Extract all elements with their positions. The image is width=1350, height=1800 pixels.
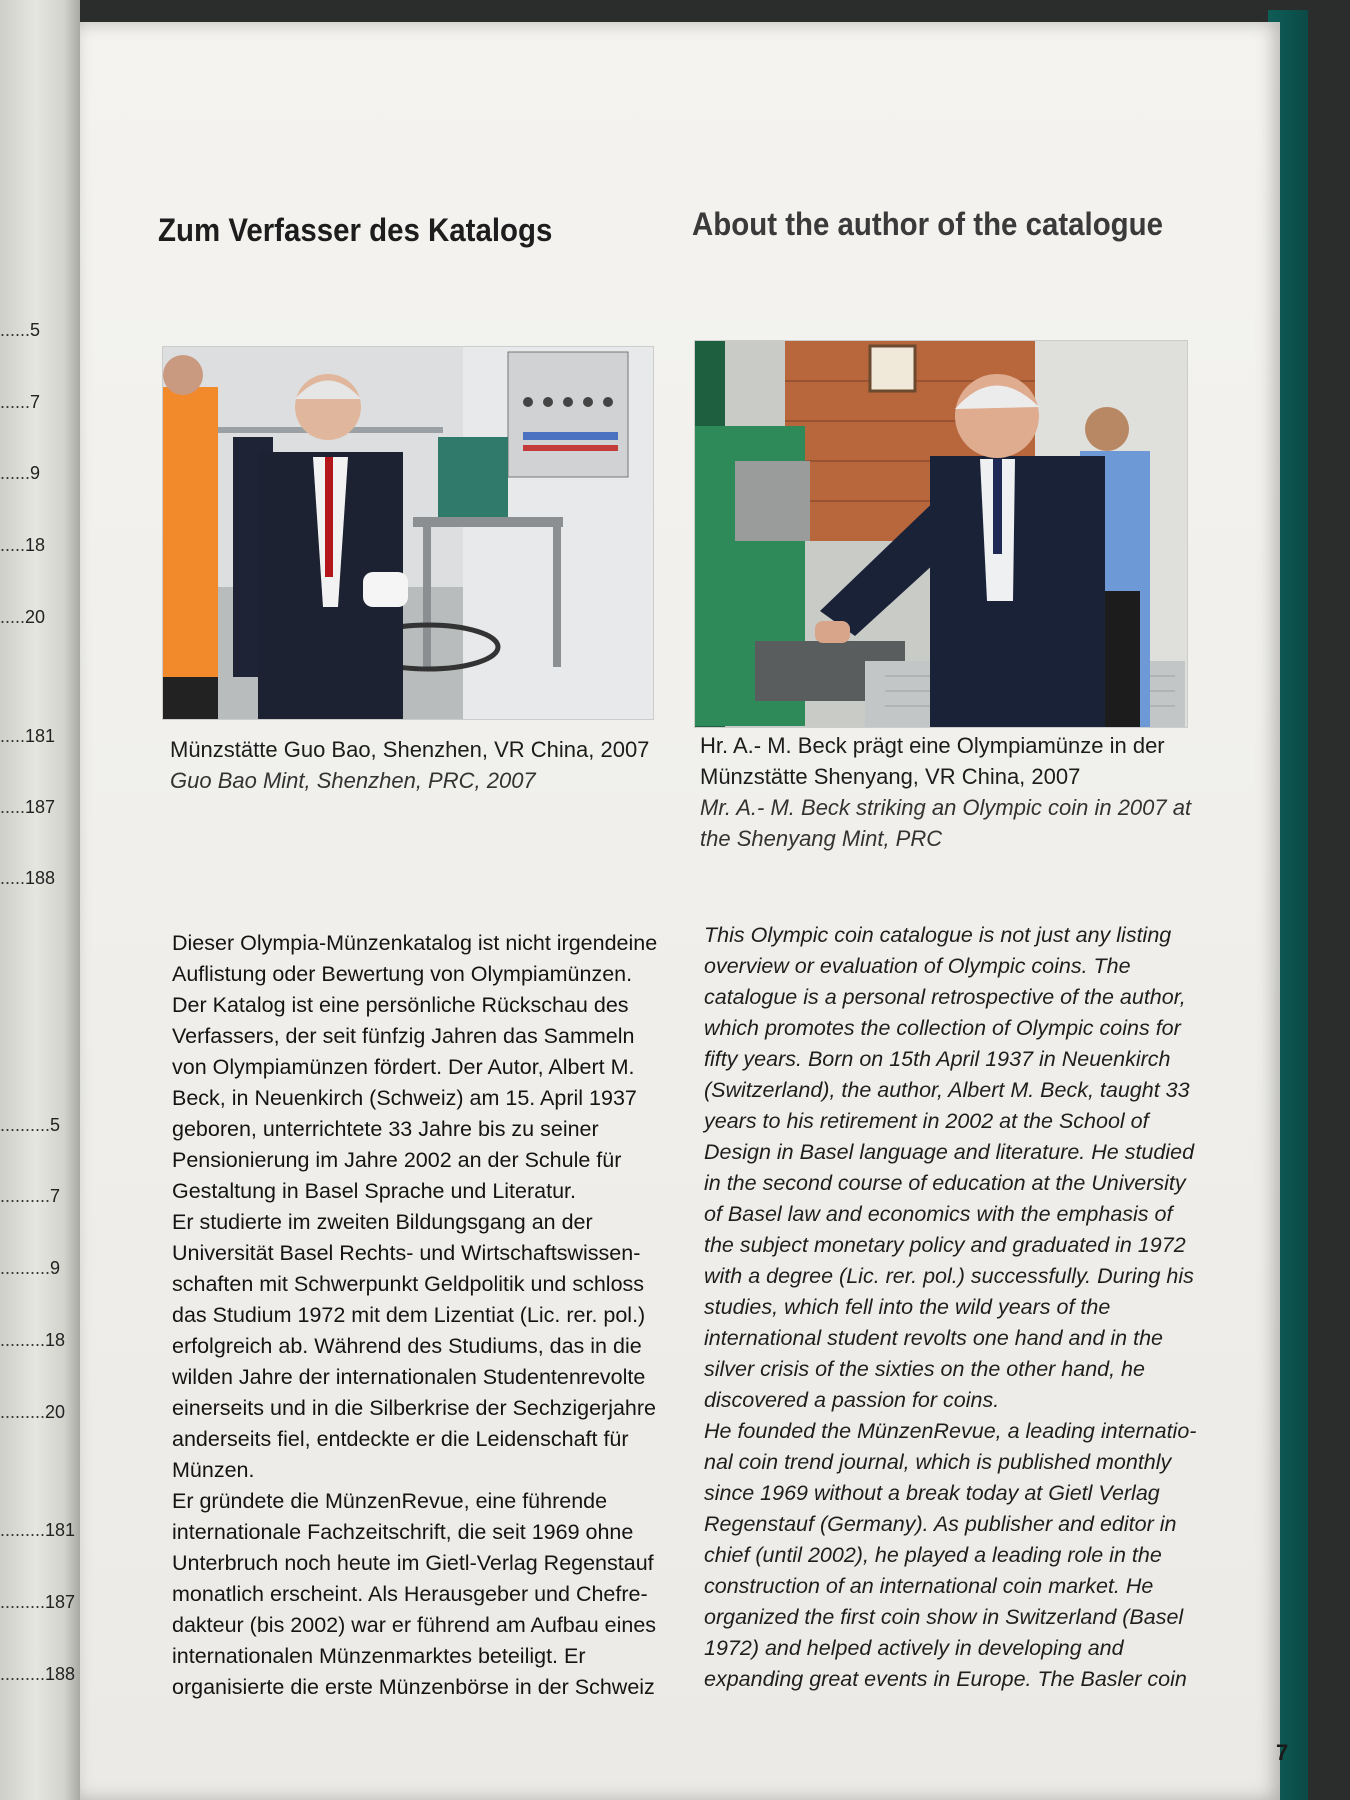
text-line: since 1969 without a break today at Gietl Verlag [704,1481,1160,1505]
text-line: Der Katalog ist eine persönliche Rückschau des [172,993,629,1017]
toc-entry: .........181 [0,1520,76,1540]
text-line: studies, which fell into the wild years of the [704,1295,1111,1319]
text-line: Design in Basel language and literature. He studied [704,1140,1195,1164]
text-line: with a degree (Lic. rer. pol.) successfully. During his [704,1264,1194,1288]
text-line: anderseits fiel, entdeckte er die Leidenschaft für [172,1427,629,1451]
text-line: fifty years. Born on 15th April 1937 in Neuenkirch [704,1047,1171,1071]
text-line: Verfassers, der seit fünfzig Jahren das Sammeln [172,1024,635,1048]
text-line: Unterbruch noch heute im Gietl-Verlag Regenstauf [172,1551,654,1575]
text-line: the subject monetary policy and graduated in 1972 [704,1233,1186,1257]
text-line: Universität Basel Rechts- und Wirtschaftswissen- [172,1241,641,1265]
text-line: schaften mit Schwerpunkt Geldpolitik und schloss [172,1272,645,1296]
page-number: 7 [1276,1740,1289,1765]
catalogue-page [80,22,1289,1800]
caption-english: Guo Bao Mint, Shenzhen, PRC, 2007 [170,768,536,793]
toc-entry: .........188 [0,1664,76,1684]
text-line: Auflistung oder Bewertung von Olympiamünzen. [172,962,633,986]
text-line: international student revolts one hand and in the [704,1326,1163,1350]
toc-entry: ......9 [0,463,41,483]
text-line: discovered a passion for coins. [704,1388,1000,1412]
text-line: years to his retirement in 2002 at the School of [704,1109,1149,1133]
text-line: organized the first coin show in Switzerland (Basel [704,1605,1184,1629]
text-line: Er gründete die MünzenRevue, eine führende [172,1489,608,1513]
text-line: in the second course of education at the University [704,1171,1186,1195]
heading-english: About the author of the catalogue [692,206,1164,242]
text-line: Pensionierung im Jahre 2002 an der Schule für [172,1148,622,1172]
text-line: internationalen Münzenmarktes beteiligt. Er [172,1644,586,1668]
text-line: This Olympic coin catalogue is not just any listing [704,923,1172,947]
text-line: Beck, in Neuenkirch (Schweiz) am 15. April 1937 [172,1086,637,1110]
text-line: monatlich erscheint. Als Herausgeber und Chefre- [172,1582,648,1606]
toc-entry: .....20 [0,607,46,627]
toc-entry: ......7 [0,392,41,412]
caption-english-line: the Shenyang Mint, PRC [700,826,943,851]
text-line: das Studium 1972 mit dem Lizentiat (Lic. rer. pol.) [172,1303,646,1327]
toc-entry: .........187 [0,1592,76,1612]
toc-entry: .....18 [0,535,46,555]
text-line: internationale Fachzeitschrift, die seit 1969 ohne [172,1520,634,1544]
left-page-edge [0,0,80,1800]
text-line: nal coin trend journal, which is published monthly [704,1450,1172,1474]
toc-entry: .........18 [0,1330,66,1350]
toc-entry: ..........5 [0,1115,61,1135]
heading-german: Zum Verfasser des Katalogs [158,212,553,248]
body-text-german [172,928,657,1703]
text-line: einerseits und in die Silberkrise der Sechzigerjahre [172,1396,657,1420]
body-text-english [704,920,1196,1695]
text-line: He founded the MünzenRevue, a leading internatio- [704,1419,1197,1443]
toc-entry: .........20 [0,1402,66,1422]
text-line: which promotes the collection of Olympic coins for [704,1016,1181,1040]
text-line: wilden Jahre der internationalen Studentenrevolte [172,1365,646,1389]
text-line: (Switzerland), the author, Albert M. Beck, taught 33 [704,1078,1190,1102]
text-line: 1972) and helped actively in developing and [704,1636,1124,1660]
text-line: dakteur (bis 2002) war er führend am Aufbau eines [172,1613,657,1637]
text-line: geboren, unterrichtete 33 Jahre bis zu seiner [172,1117,599,1141]
text-line: chief (until 2002), he played a leading role in the [704,1543,1162,1567]
text-line: Münzen. [172,1458,255,1482]
toc-entry: .....188 [0,868,56,888]
text-line: Regenstauf (Germany). As publisher and editor in [704,1512,1177,1536]
text-line: expanding great events in Europe. The Basler coin [704,1667,1187,1691]
text-line: organisierte die erste Münzenbörse in der Schweiz [172,1675,655,1699]
caption-german-line: Münzstätte Shenyang, VR China, 2007 [700,764,1081,789]
caption-german: Münzstätte Guo Bao, Shenzhen, VR China, 2007 [170,737,650,762]
text-line: of Basel law and economics with the emphasis of [704,1202,1173,1226]
photo-illustration [163,347,653,719]
caption-english-line: Mr. A.- M. Beck striking an Olympic coin in 2007 at [700,795,1192,820]
photo-guo-bao-mint [162,346,654,720]
text-line: von Olympiamünzen fördert. Der Autor, Albert M. [172,1055,635,1079]
caption-german-line: Hr. A.- M. Beck prägt eine Olympiamünze in der [700,733,1165,758]
toc-entry: .....181 [0,726,56,746]
photo-shenyang-mint [694,340,1188,728]
text-line: erfolgreich ab. Während des Studiums, das in die [172,1334,642,1358]
text-line: Gestaltung in Basel Sprache und Literatur. [172,1179,576,1203]
caption-right-photo [700,730,1191,854]
caption-left-photo [170,734,649,796]
text-line: catalogue is a personal retrospective of the author, [704,985,1186,1009]
text-line: Er studierte im zweiten Bildungsgang an der [172,1210,593,1234]
toc-entry: ..........9 [0,1258,61,1278]
text-line: overview or evaluation of Olympic coins. The [704,954,1131,978]
text-line: construction of an international coin market. He [704,1574,1154,1598]
text-line: silver crisis of the sixties on the other hand, he [704,1357,1145,1381]
text-line: Dieser Olympia-Münzenkatalog ist nicht irgendeine [172,931,658,955]
photo-illustration [695,341,1187,727]
toc-entry: ..........7 [0,1186,61,1206]
toc-entry: .....187 [0,797,56,817]
toc-entry: ......5 [0,320,41,340]
